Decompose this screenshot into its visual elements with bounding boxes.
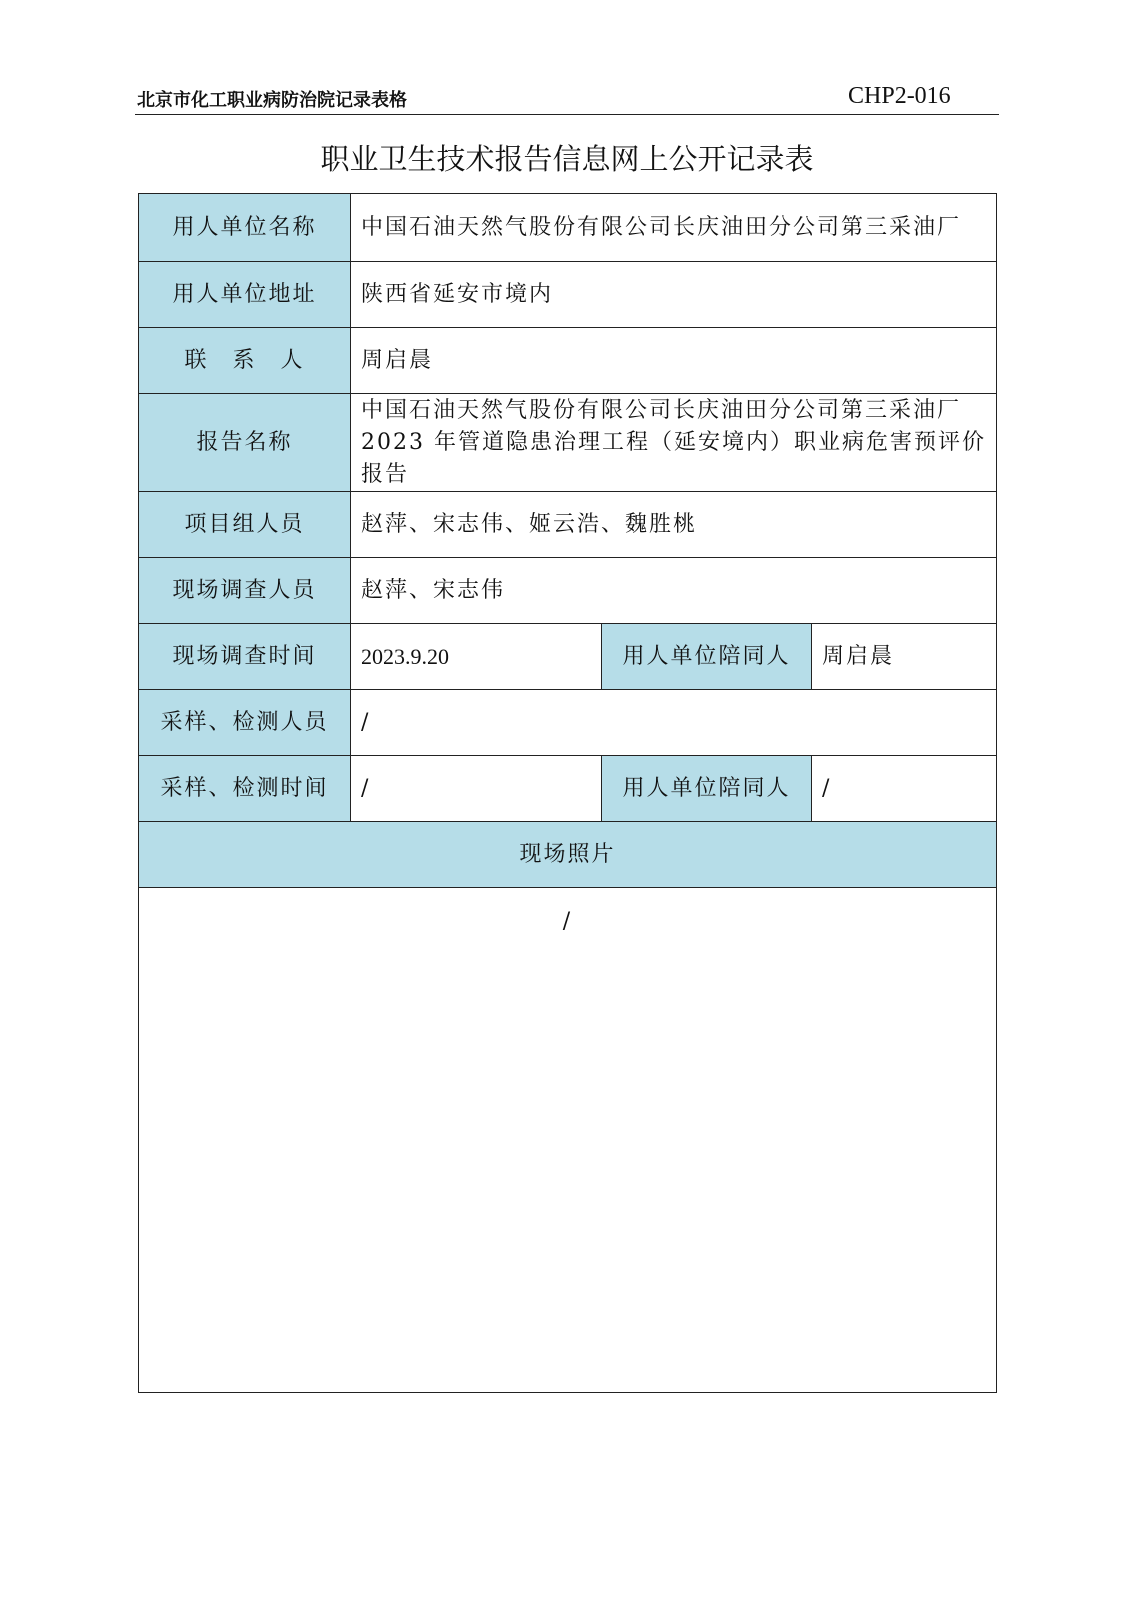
sampling-staff-value: / <box>351 690 997 756</box>
contact-label: 联 系 人 <box>139 328 351 394</box>
survey-escort-value: 周启晨 <box>812 624 997 690</box>
survey-escort-label: 用人单位陪同人 <box>602 624 812 690</box>
survey-staff-value: 赵萍、宋志伟 <box>351 558 997 624</box>
header-divider <box>135 114 999 115</box>
row-employer-address <box>139 262 997 328</box>
form-code: CHP2-016 <box>848 83 951 109</box>
report-name-value: 中国石油天然气股份有限公司长庆油田分公司第三采油厂 2023 年管道隐患治理工程（延安境内）职业病危害预评价报告 <box>351 394 997 492</box>
survey-time-value: 2023.9.20 <box>351 624 602 690</box>
row-survey-staff <box>139 558 997 624</box>
sampling-staff-label: 采样、检测人员 <box>139 690 351 756</box>
employer-address-label: 用人单位地址 <box>139 262 351 328</box>
sampling-time-value: / <box>351 756 602 822</box>
record-table <box>138 193 997 1393</box>
sampling-escort-value: / <box>812 756 997 822</box>
row-contact <box>139 328 997 394</box>
row-photos-header <box>139 822 997 888</box>
sampling-escort-label: 用人单位陪同人 <box>602 756 812 822</box>
photos-value: / <box>139 888 997 1393</box>
row-employer-name <box>139 194 997 262</box>
project-members-value: 赵萍、宋志伟、姬云浩、魏胜桃 <box>351 492 997 558</box>
sampling-time-label: 采样、检测时间 <box>139 756 351 822</box>
contact-value: 周启晨 <box>351 328 997 394</box>
survey-time-label: 现场调查时间 <box>139 624 351 690</box>
row-project-members <box>139 492 997 558</box>
employer-name-label: 用人单位名称 <box>139 194 351 262</box>
institution-name: 北京市化工职业病防治院记录表格 <box>137 90 407 111</box>
row-report-name <box>139 394 997 492</box>
photos-label: 现场照片 <box>139 822 997 888</box>
project-members-label: 项目组人员 <box>139 492 351 558</box>
page-title: 职业卫生技术报告信息网上公开记录表 <box>320 142 814 176</box>
row-survey-time <box>139 624 997 690</box>
row-sampling-staff <box>139 690 997 756</box>
employer-name-value: 中国石油天然气股份有限公司长庆油田分公司第三采油厂 <box>351 194 997 262</box>
survey-staff-label: 现场调查人员 <box>139 558 351 624</box>
row-sampling-time <box>139 756 997 822</box>
report-name-label: 报告名称 <box>139 394 351 492</box>
row-photos-content <box>139 888 997 1393</box>
employer-address-value: 陕西省延安市境内 <box>351 262 997 328</box>
